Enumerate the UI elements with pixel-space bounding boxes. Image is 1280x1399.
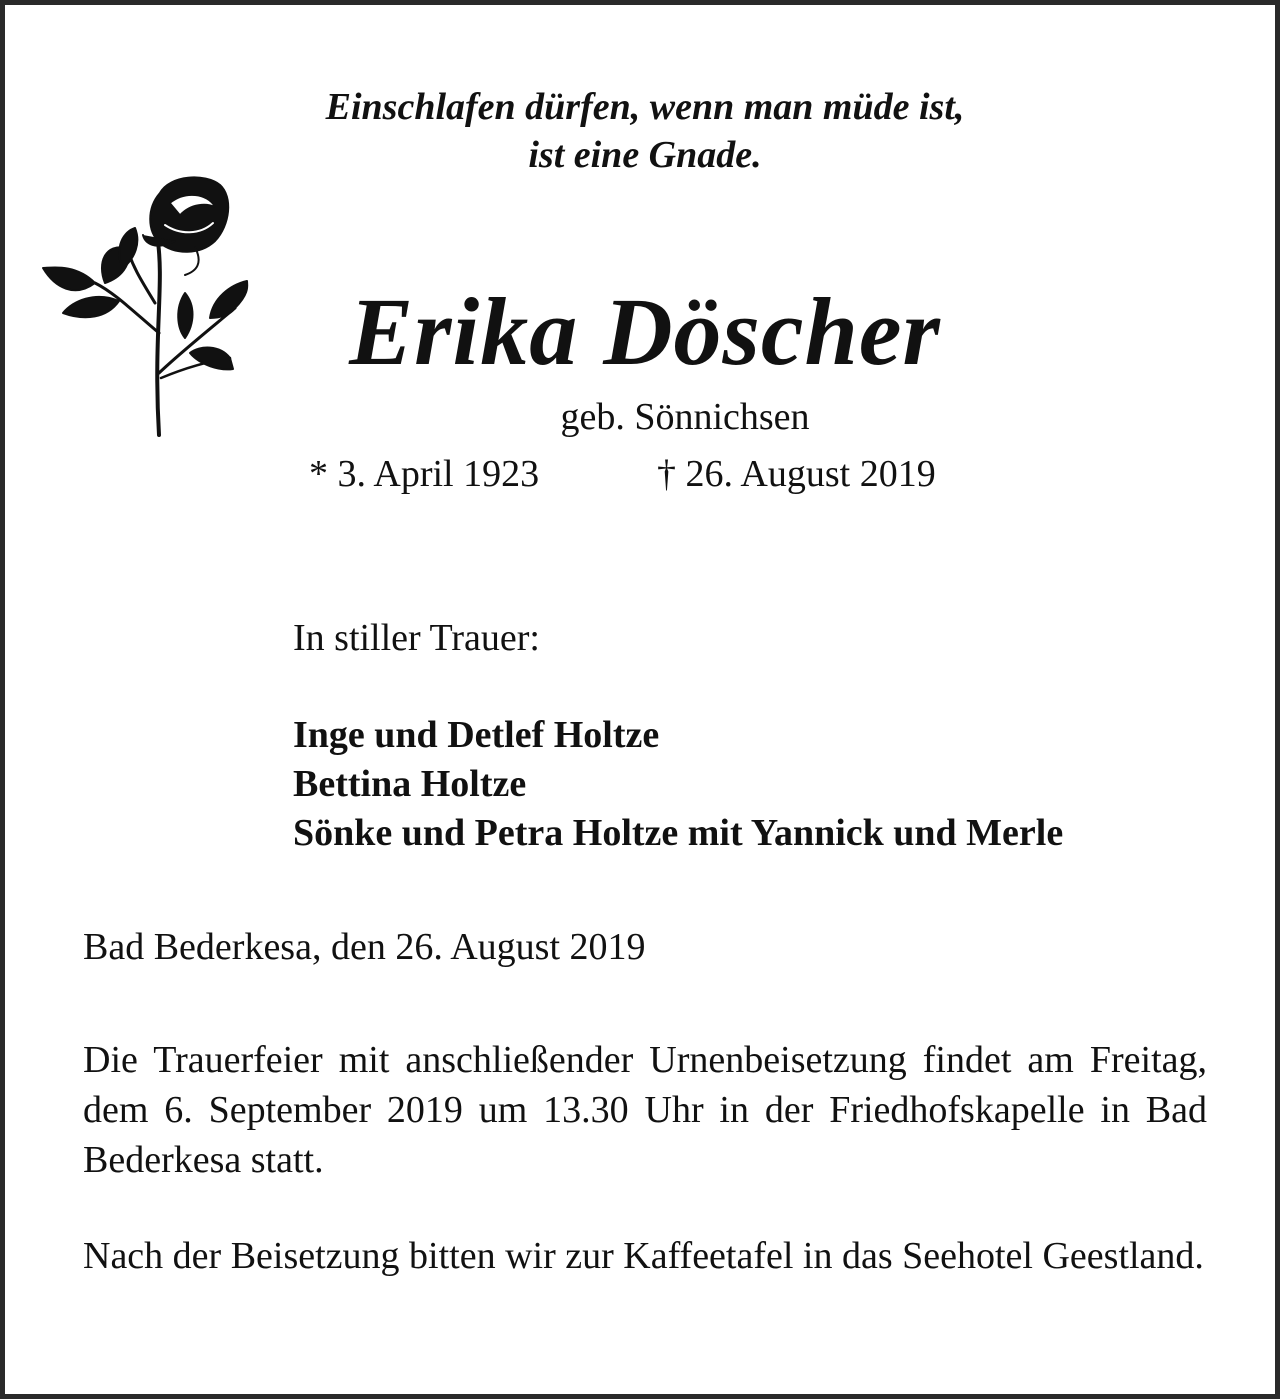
funeral-notice: Die Trauerfeier mit anschließender Urnenbeisetzung findet am Freitag, dem 6. September 2019 um 13.30 Uhr in der Friedhofskapelle in Bad Bederkesa statt. — [83, 1039, 1207, 1181]
reception-notice: Nach der Beisetzung bitten wir zur Kaffeetafel in das Seehotel Geestland. — [83, 1235, 1204, 1277]
birth-name: geb. Sönnichsen — [560, 396, 810, 438]
family-line-1: Inge und Detlef Holtze — [293, 714, 660, 756]
mourning-intro: In stiller Trauer: — [293, 617, 540, 659]
birth-date: * 3. April 1923 — [309, 453, 540, 495]
place-date: Bad Bederkesa, den 26. August 2019 — [83, 926, 646, 968]
motto-line-2: ist eine Gnade. — [528, 134, 762, 176]
death-date: † 26. August 2019 — [657, 453, 936, 495]
motto-line-1: Einschlafen dürfen, wenn man müde ist, — [325, 86, 965, 128]
family-line-3: Sönke und Petra Holtze mit Yannick und Merle — [293, 812, 1064, 854]
family-line-2: Bettina Holtze — [293, 763, 527, 805]
rose-icon — [35, 173, 255, 439]
deceased-name: Erika Döscher — [349, 278, 941, 385]
